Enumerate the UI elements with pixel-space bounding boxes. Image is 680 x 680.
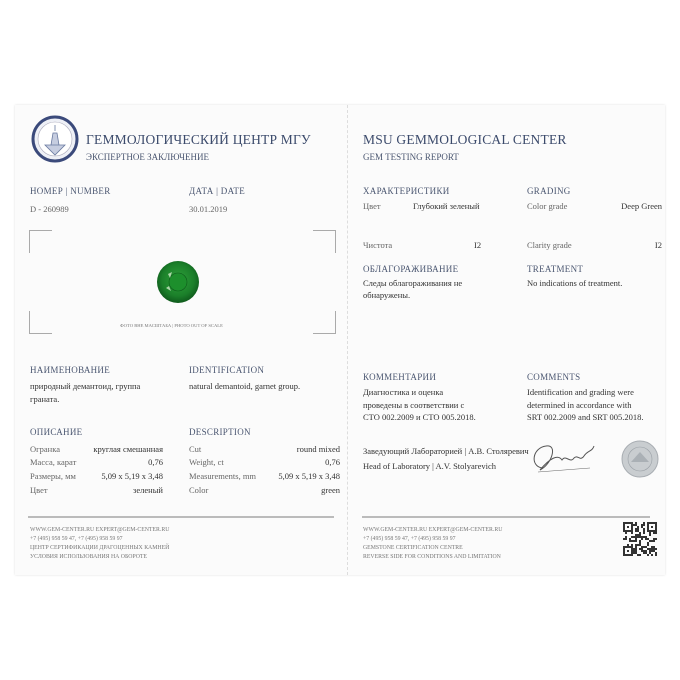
qr-code[interactable] — [623, 522, 657, 561]
identification-value-en: natural demantoid, garnet group. — [189, 381, 301, 391]
comment-line: проведены в соответствии с — [363, 399, 465, 410]
description-label-en: DESCRIPTION — [189, 427, 251, 437]
description-key-ru: Огранка — [30, 444, 60, 454]
photo-frame-corner — [313, 311, 336, 334]
comment-line: SRT 002.2009 and SRT 005.2018. — [527, 412, 644, 422]
org-title-ru: ГЕММОЛОГИЧЕСКИЙ ЦЕНТР МГУ — [86, 132, 311, 147]
description-key-en: Measurements, mm — [189, 471, 257, 481]
description-value-ru: круглая смешанная — [93, 444, 163, 454]
comment-line: determined in accordance with — [527, 399, 632, 410]
footer-line: GEMSTONE CERTIFICATION CENTRE — [363, 545, 463, 551]
date-value: 30.01.2019 — [189, 204, 228, 214]
treatment-label-ru: ОБЛАГОРАЖИВАНИЕ — [363, 264, 459, 274]
description-key-en: Cut — [189, 444, 202, 454]
footer-line: REVERSE SIDE FOR CONDITIONS AND LIMITATION — [363, 554, 501, 560]
clarity-key-ru: Чистота — [363, 240, 393, 250]
signature — [528, 438, 600, 483]
treatment-value-ru-line1: Следы облагораживания не — [363, 278, 463, 288]
footer-line: ЦЕНТР СЕРТИФИКАЦИИ ДРАГОЦЕННЫХ КАМНЕЙ — [30, 545, 170, 551]
photo-frame-corner — [29, 230, 52, 253]
description-key-ru: Размеры, мм — [30, 471, 76, 481]
gem-photo — [156, 260, 200, 309]
report-title-ru: ЭКСПЕРТНОЕ ЗАКЛЮЧЕНИЕ — [86, 152, 209, 162]
color-value-ru: Глубокий зеленый — [413, 201, 480, 211]
comments-value-en — [527, 386, 644, 424]
date-label: ДАТА | DATE — [189, 186, 245, 196]
head-of-lab-en: Head of Laboratory | A.V. Stolyarevich — [363, 461, 497, 471]
footer-line: +7 (495) 958 59 47, +7 (495) 958 59 97 — [363, 536, 456, 542]
footer-line: +7 (495) 958 59 47, +7 (495) 958 59 97 — [30, 536, 123, 542]
description-key-ru: Масса, карат — [30, 457, 77, 467]
comment-line: СТО 002.2009 и СТО 005.2018. — [363, 412, 476, 422]
description-value-en: 0,76 — [325, 457, 340, 467]
comment-line: Диагностика и оценка — [363, 387, 444, 397]
clarity-value-ru: I2 — [474, 240, 482, 250]
head-of-lab-ru: Заведующий Лабораторией | А.В. Столяревич — [363, 446, 529, 456]
identification-value-ru-line2: граната. — [30, 394, 60, 404]
characteristics-label: ХАРАКТЕРИСТИКИ — [363, 186, 450, 196]
number-value: D - 260989 — [30, 204, 69, 214]
identification-label-en: IDENTIFICATION — [189, 365, 265, 375]
number-label: НОМЕР | NUMBER — [30, 186, 111, 196]
grading-label: GRADING — [527, 186, 571, 196]
photo-frame-corner — [313, 230, 336, 253]
description-value-en: green — [321, 485, 340, 495]
description-key-en: Color — [189, 485, 209, 495]
description-value-ru: 5,09 x 5,19 x 3,48 — [101, 471, 163, 481]
color-grade-key: Color grade — [527, 201, 568, 211]
footer-line: УСЛОВИЯ ИСПОЛЬЗОВАНИЯ НА ОБОРОТЕ — [30, 554, 148, 560]
description-value-en: round mixed — [296, 444, 340, 454]
identification-value-ru-line1: природный демантоид, группа — [30, 381, 141, 391]
description-value-en: 5,09 x 5,19 x 3,48 — [278, 471, 340, 481]
treatment-value-ru-line2: обнаружены. — [363, 290, 411, 300]
footer-right — [363, 526, 502, 562]
color-key-ru: Цвет — [363, 201, 381, 211]
lab-seal — [621, 440, 659, 483]
comments-label-ru: КОММЕНТАРИИ — [363, 372, 437, 382]
description-value-ru: зеленый — [133, 485, 163, 495]
photo-frame-corner — [29, 311, 52, 334]
footer-line: WWW.GEM-CENTER.RU EXPERT@GEM-CENTER.RU — [30, 527, 170, 533]
comments-label-en: COMMENTS — [527, 372, 581, 382]
treatment-label-en: TREATMENT — [527, 264, 584, 274]
msu-logo — [31, 115, 79, 168]
footer-rule — [28, 516, 334, 518]
footer-line: WWW.GEM-CENTER.RU EXPERT@GEM-CENTER.RU — [363, 527, 503, 533]
certificate-document — [15, 105, 665, 575]
description-label-ru: ОПИСАНИЕ — [30, 427, 83, 437]
treatment-value-en: No indications of treatment. — [527, 278, 623, 288]
report-title-en: GEM TESTING REPORT — [363, 152, 459, 162]
clarity-grade-value: I2 — [654, 240, 662, 250]
color-grade-value: Deep Green — [621, 201, 662, 211]
comments-value-ru — [363, 386, 476, 424]
footer-rule — [362, 516, 650, 518]
description-value-ru: 0,76 — [148, 457, 163, 467]
description-key-en: Weight, ct — [189, 457, 224, 467]
identification-label-ru: НАИМЕНОВАНИЕ — [30, 365, 111, 375]
page-divider — [347, 105, 349, 575]
footer-left — [30, 526, 169, 562]
org-title-en: MSU GEMMOLOGICAL CENTER — [363, 132, 567, 147]
photo-caption: ФОТО ВНЕ МАСШТАБА | PHOTO OUT OF SCALE — [120, 323, 223, 328]
comment-line: Identification and grading were — [527, 387, 634, 397]
description-key-ru: Цвет — [30, 485, 48, 495]
clarity-grade-key: Clarity grade — [527, 240, 572, 250]
